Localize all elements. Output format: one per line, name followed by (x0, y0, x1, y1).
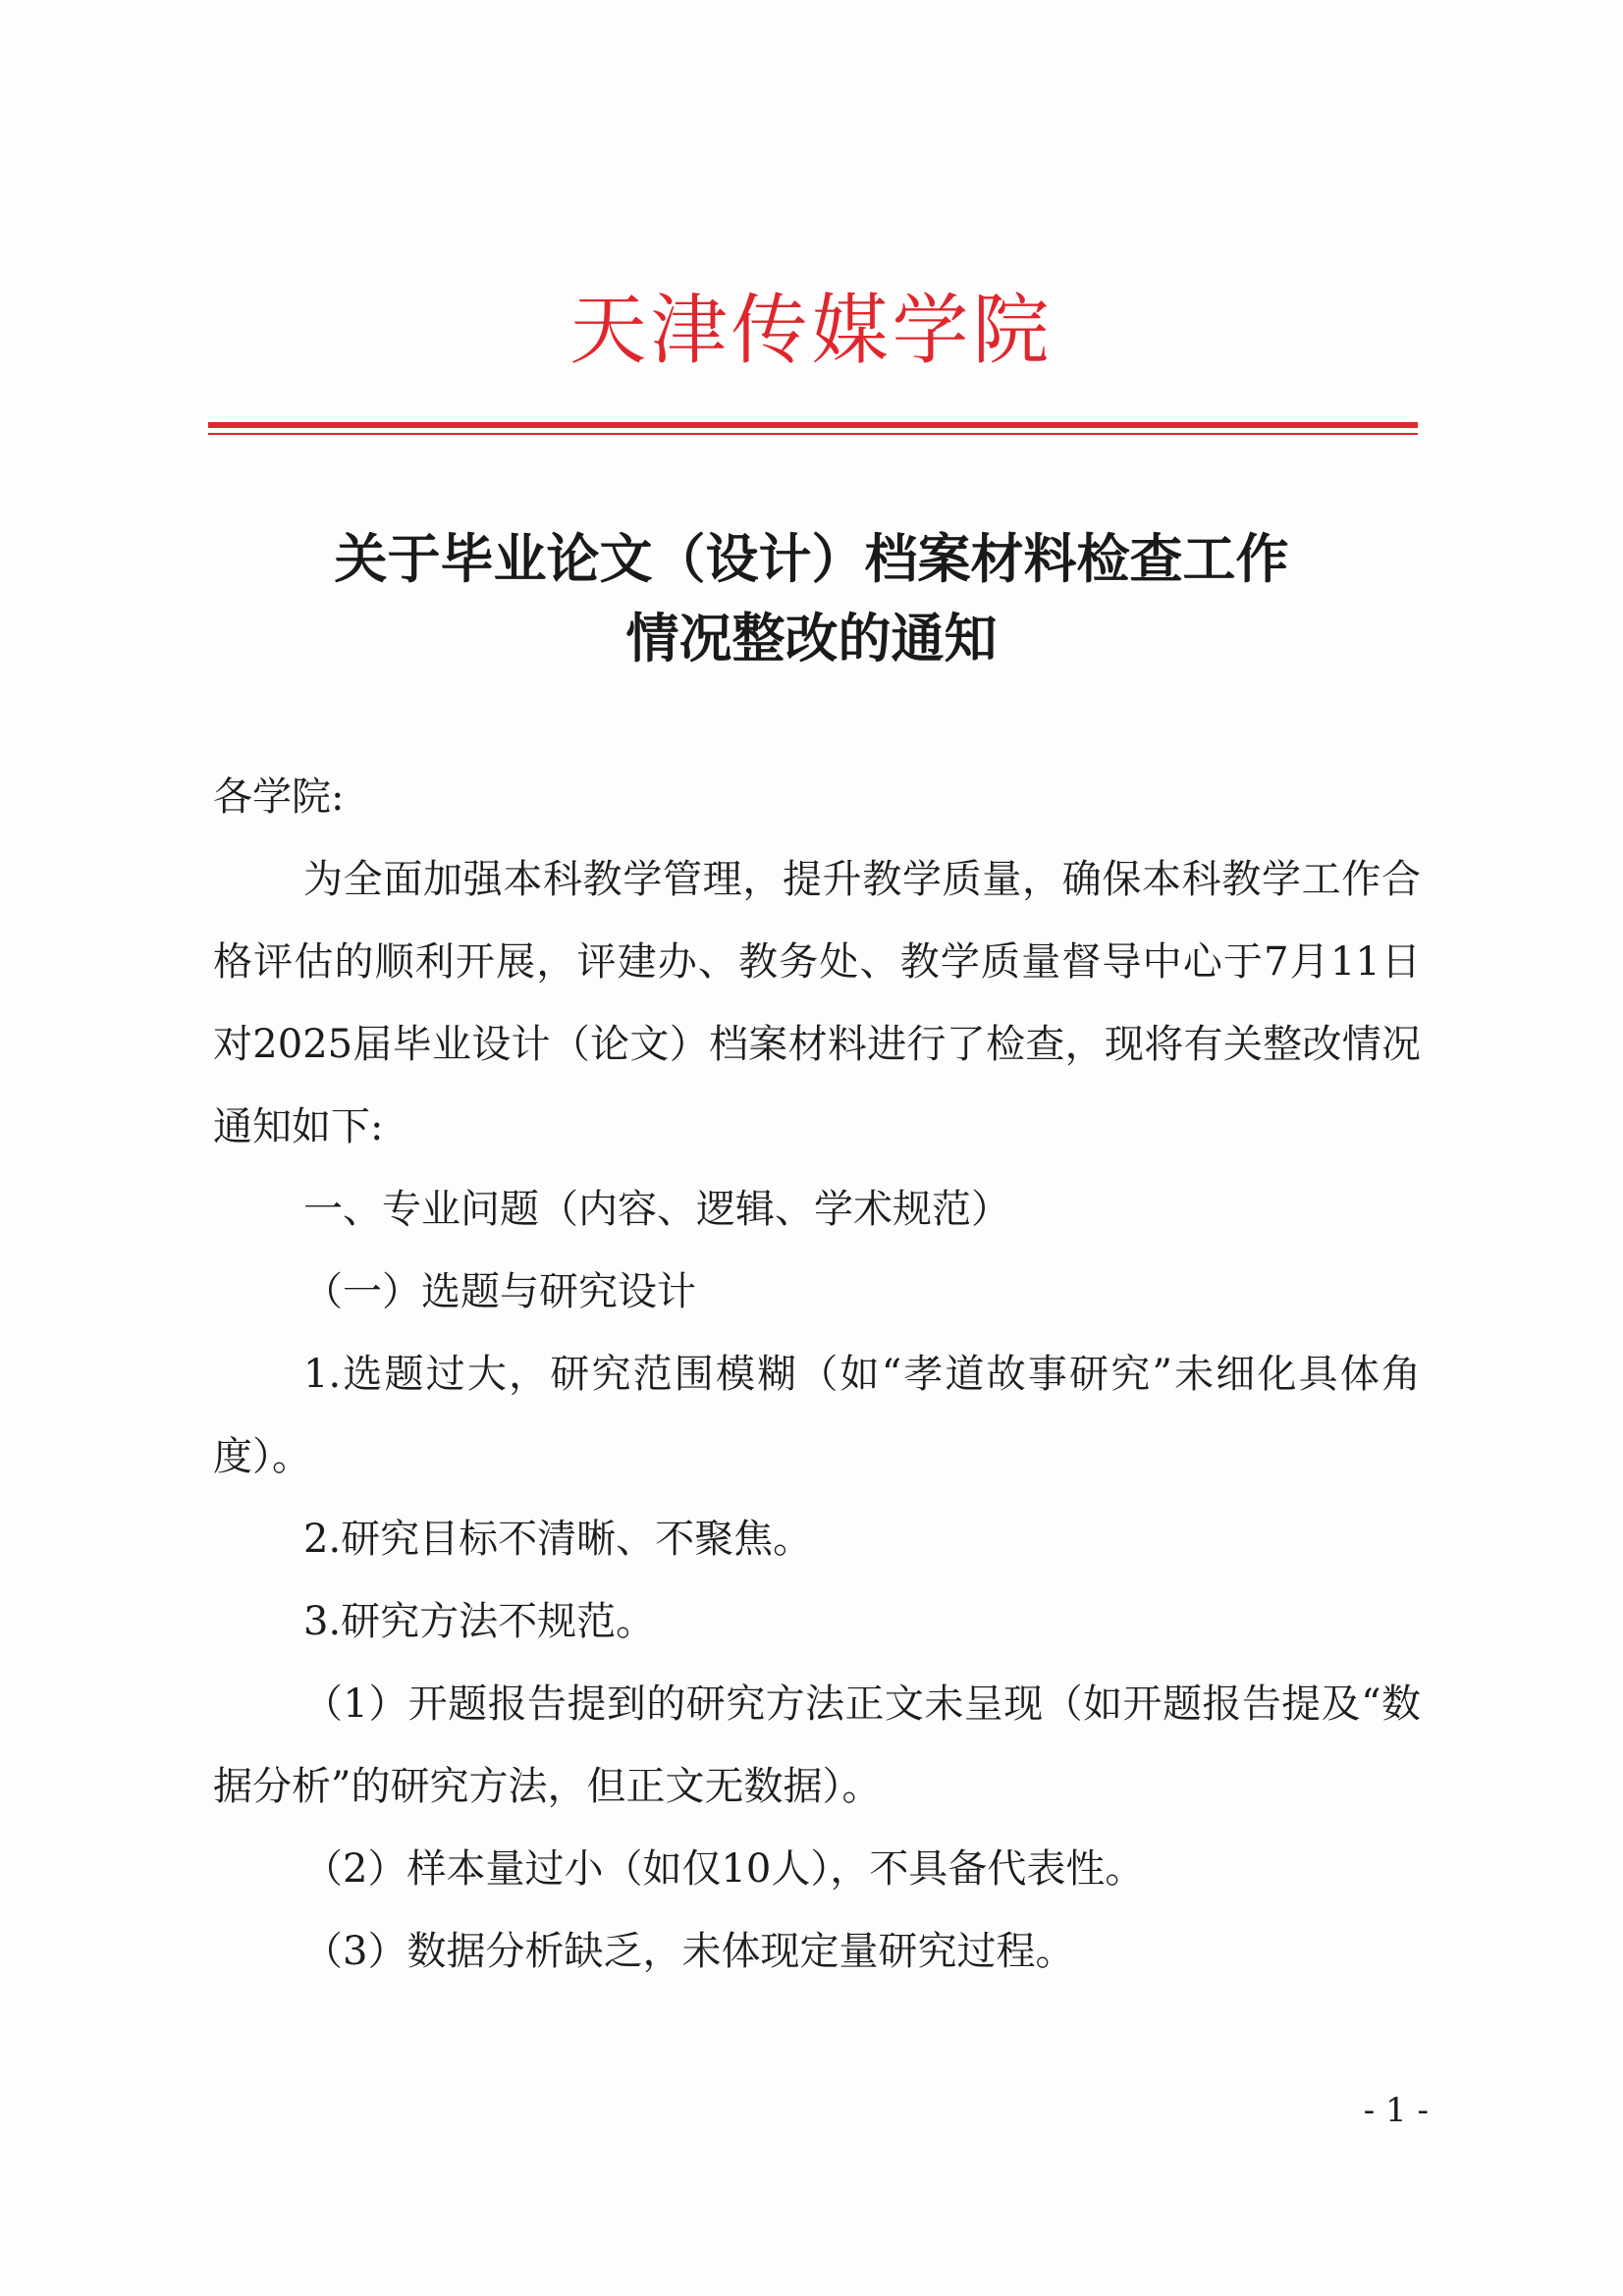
document-body (213, 756, 1421, 1993)
subsection-heading: （一）选题与研究设计 (303, 1269, 696, 1314)
list-item: （1）开题报告提到的研究方法正文未呈现（如开题报告提及“数据分析”的研究方法，但正文无数据）。 (213, 1682, 1421, 1809)
list-item: 1.选题过大，研究范围模糊（如“孝道故事研究”未细化具体角度）。 (213, 1352, 1421, 1479)
list-item: 3.研究方法不规范。 (303, 1599, 656, 1644)
masthead-title: 天津传媒学院 (569, 287, 1054, 375)
list-item: （2）样本量过小（如仅10人），不具备代表性。 (303, 1846, 1145, 1892)
list-item: 2.研究目标不清晰、不聚焦。 (303, 1517, 813, 1562)
intro-paragraph: 为全面加强本科教学管理，提升教学质量，确保本科教学工作合格评估的顺利开展，评建办、教务处、教学质量督导中心于7月11日对2025届毕业设计（论文）档案材料进行了检查，现将有关整改情况通知如下: (213, 857, 1421, 1149)
salutation: 各学院: (213, 774, 345, 820)
masthead-rule-thick (208, 422, 1418, 428)
page-number: - 1 - (1363, 2091, 1429, 2130)
document-title-line2: 情况整改的通知 (625, 607, 998, 669)
section-heading: 一、专业问题（内容、逻辑、学术规范） (303, 1187, 1010, 1232)
list-item: （3）数据分析缺乏，未体现定量研究过程。 (303, 1929, 1075, 1974)
masthead-rule-thin (208, 433, 1418, 435)
document-title-line1: 关于毕业论文（设计）档案材料检查工作 (334, 527, 1289, 590)
